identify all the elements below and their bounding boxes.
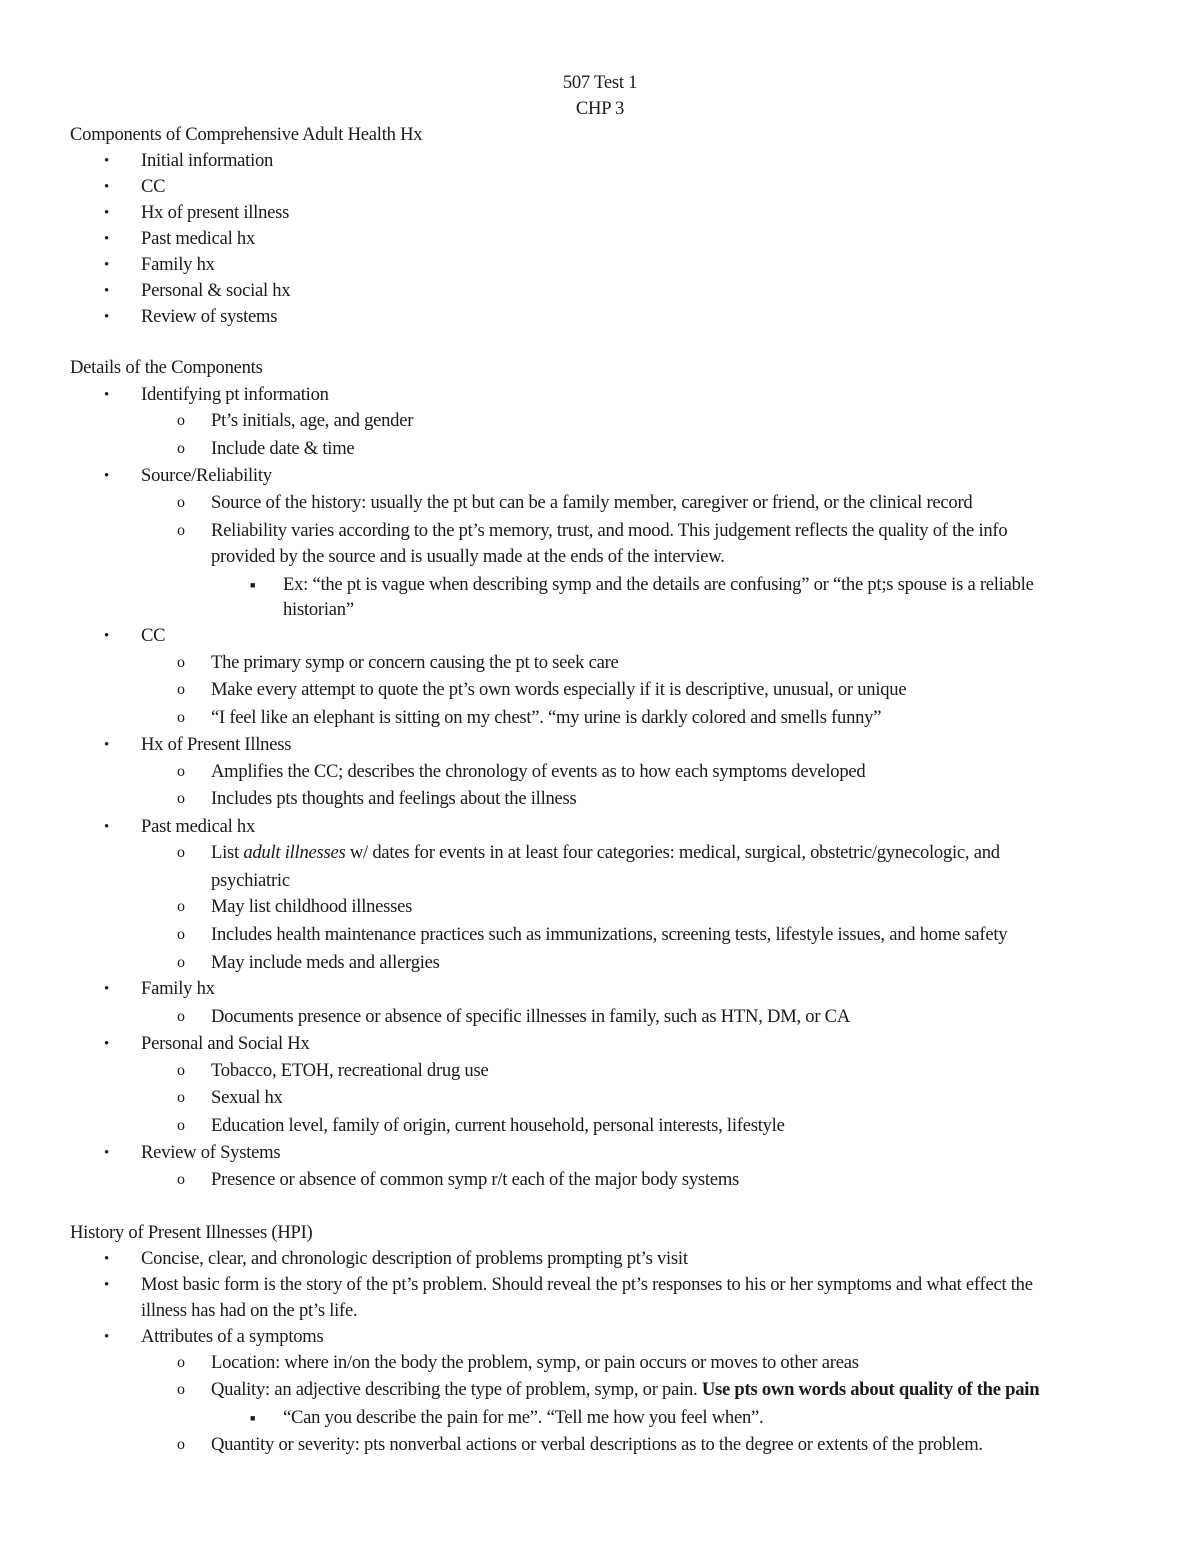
list-item: Source/Reliability — [141, 465, 272, 486]
bullet-marker: • — [104, 283, 110, 299]
sub-list-item: Location: where in/on the body the problem, symp, or pain occurs or moves to other areas — [211, 1352, 859, 1373]
text-run: w/ dates for events in at least four categories: medical, surgical, obstetric/gynecologic, and — [345, 842, 1000, 863]
list-item: Attributes of a symptoms — [141, 1326, 324, 1347]
list-item: Family hx — [141, 254, 215, 275]
bullet-marker: • — [104, 819, 110, 835]
list-item: Most basic form is the story of the pt’s problem. Should reveal the pt’s responses to his or her symptoms and what effect the — [141, 1274, 1033, 1295]
bullet-marker: • — [104, 1145, 110, 1161]
sub-list-item: Amplifies the CC; describes the chronology of events as to how each symptoms developed — [211, 761, 866, 782]
list-item: Personal and Social Hx — [141, 1033, 310, 1054]
sub-list-item: Quantity or severity: pts nonverbal actions or verbal descriptions as to the degree or extents of the problem. — [211, 1434, 983, 1455]
list-item: Family hx — [141, 978, 215, 999]
document-subtitle: CHP 3 — [575, 98, 625, 119]
sub-sub-list-item-continuation: historian” — [283, 599, 354, 620]
sub-bullet-marker: o — [177, 844, 185, 861]
bullet-marker: • — [104, 153, 110, 169]
sub-bullet-marker: o — [177, 1171, 185, 1188]
text-run: Quality: an adjective describing the type of problem, symp, or pain. — [211, 1379, 702, 1400]
italic-text-run: adult illnesses — [243, 842, 346, 863]
list-item: Hx of present illness — [141, 202, 290, 223]
sub-list-item: Documents presence or absence of specific illnesses in family, such as HTN, DM, or CA — [211, 1006, 850, 1027]
sub-bullet-marker: o — [177, 954, 185, 971]
sub-bullet-marker: o — [177, 654, 185, 671]
bold-text-run: Use pts own words about quality of the pain — [701, 1379, 1040, 1400]
sub-bullet-marker: o — [177, 926, 185, 943]
sub-list-item — [211, 1377, 1039, 1403]
list-item: CC — [141, 176, 166, 197]
sub-sub-bullet-marker: ■ — [250, 1413, 256, 1423]
sub-bullet-marker: o — [177, 1117, 185, 1134]
sub-bullet-marker: o — [177, 898, 185, 915]
list-item: Initial information — [141, 150, 274, 171]
section-heading-hpi: History of Present Illnesses (HPI) — [70, 1222, 313, 1243]
sub-list-item: May include meds and allergies — [211, 952, 440, 973]
sub-bullet-marker: o — [177, 709, 185, 726]
bullet-marker: • — [104, 628, 110, 644]
sub-bullet-marker: o — [177, 1381, 185, 1398]
sub-bullet-marker: o — [177, 1354, 185, 1371]
bullet-marker: • — [104, 1329, 110, 1345]
bullet-marker: • — [104, 1277, 110, 1293]
sub-list-item: Includes health maintenance practices such as immunizations, screening tests, lifestyle issues, and home safety — [211, 924, 1008, 945]
bullet-marker: • — [104, 468, 110, 484]
bullet-marker: • — [104, 257, 110, 273]
list-item: CC — [141, 625, 166, 646]
sub-list-item: Presence or absence of common symp r/t each of the major body systems — [211, 1169, 740, 1190]
list-item: Past medical hx — [141, 228, 255, 249]
bullet-marker: • — [104, 981, 110, 997]
sub-list-item: Includes pts thoughts and feelings about the illness — [211, 788, 577, 809]
bullet-marker: • — [104, 387, 110, 403]
sub-bullet-marker: o — [177, 790, 185, 807]
sub-list-item: “I feel like an elephant is sitting on my chest”. “my urine is darkly colored and smells funny” — [211, 707, 882, 728]
sub-bullet-marker: o — [177, 494, 185, 511]
list-item: Review of systems — [141, 306, 278, 327]
sub-list-item: Include date & time — [211, 438, 355, 459]
sub-list-item: Pt’s initials, age, and gender — [211, 410, 414, 431]
section-heading-details: Details of the Components — [70, 357, 263, 378]
document-title: 507 Test 1 — [562, 72, 638, 93]
sub-sub-list-item: Ex: “the pt is vague when describing symp and the details are confusing” or “the pt;s spouse is a reliable — [283, 574, 1034, 595]
sub-list-item: Tobacco, ETOH, recreational drug use — [211, 1060, 489, 1081]
list-item: Review of Systems — [141, 1142, 281, 1163]
bullet-marker: • — [104, 205, 110, 221]
section-heading-components: Components of Comprehensive Adult Health Hx — [70, 124, 423, 145]
sub-bullet-marker: o — [177, 763, 185, 780]
sub-list-item: Reliability varies according to the pt’s memory, trust, and mood. This judgement reflects the quality of the info — [211, 520, 1008, 541]
sub-bullet-marker: o — [177, 440, 185, 457]
sub-list-item: Sexual hx — [211, 1087, 283, 1108]
sub-list-item: Education level, family of origin, current household, personal interests, lifestyle — [211, 1115, 785, 1136]
list-item: Identifying pt information — [141, 384, 329, 405]
sub-list-item-continuation: psychiatric — [211, 870, 290, 891]
sub-sub-bullet-marker: ■ — [250, 580, 256, 590]
bullet-marker: • — [104, 231, 110, 247]
bullet-marker: • — [104, 1251, 110, 1267]
sub-bullet-marker: o — [177, 1089, 185, 1106]
sub-list-item: May list childhood illnesses — [211, 896, 413, 917]
sub-list-item: Make every attempt to quote the pt’s own words especially if it is descriptive, unusual, or unique — [211, 679, 907, 700]
bullet-marker: • — [104, 179, 110, 195]
sub-list-item: Source of the history: usually the pt but can be a family member, caregiver or friend, or the clinical record — [211, 492, 973, 513]
sub-bullet-marker: o — [177, 412, 185, 429]
sub-list-item-continuation: provided by the source and is usually made at the ends of the interview. — [211, 546, 725, 567]
sub-bullet-marker: o — [177, 681, 185, 698]
sub-bullet-marker: o — [177, 1062, 185, 1079]
list-item: Concise, clear, and chronologic description of problems prompting pt’s visit — [141, 1248, 688, 1269]
list-item: Personal & social hx — [141, 280, 291, 301]
text-run: List — [211, 842, 244, 863]
sub-list-item: The primary symp or concern causing the pt to seek care — [211, 652, 619, 673]
bullet-marker: • — [104, 737, 110, 753]
sub-list-item — [211, 840, 1000, 866]
bullet-marker: • — [104, 1036, 110, 1052]
list-item-continuation: illness has had on the pt’s life. — [141, 1300, 358, 1321]
sub-bullet-marker: o — [177, 1008, 185, 1025]
sub-bullet-marker: o — [177, 522, 185, 539]
sub-bullet-marker: o — [177, 1436, 185, 1453]
list-item: Past medical hx — [141, 816, 255, 837]
list-item: Hx of Present Illness — [141, 734, 292, 755]
sub-sub-list-item: “Can you describe the pain for me”. “Tell me how you feel when”. — [283, 1407, 764, 1428]
bullet-marker: • — [104, 309, 110, 325]
